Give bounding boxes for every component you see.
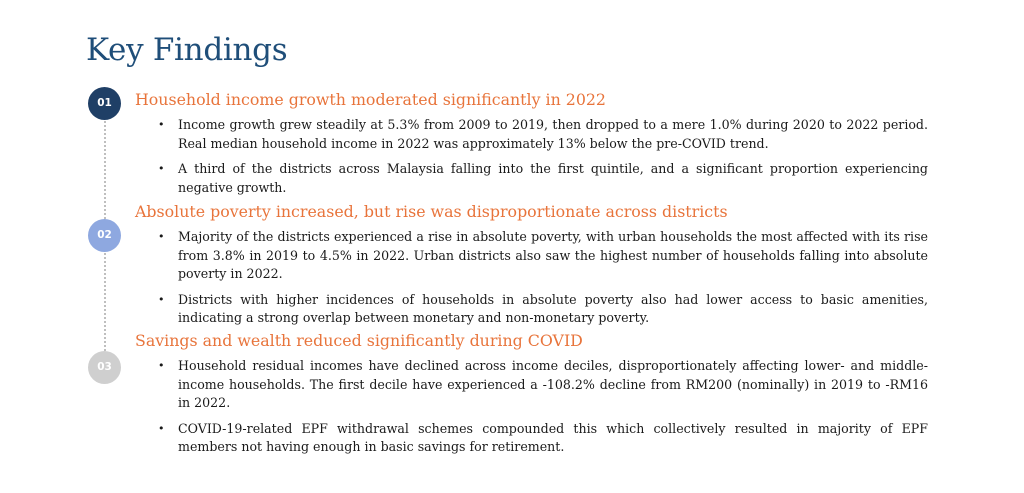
section-heading-03: Savings and wealth reduced significantly during COVID — [135, 331, 583, 350]
bullet-text: A third of the districts across Malaysia falling into the first quintile, and a significant proportion experiencing negative growth. — [178, 161, 928, 195]
list-item — [158, 291, 928, 328]
list-item — [158, 160, 928, 197]
list-item — [158, 116, 928, 153]
section-heading-02: Absolute poverty increased, but rise was disproportionate across districts — [135, 202, 728, 221]
list-item — [158, 420, 928, 457]
bullet-text: Income growth grew steadily at 5.3% from 2009 to 2019, then dropped to a mere 1.0% during 2020 to 2022 period. Real median household income in 2022 was approximately 13% below the pre-COVID trend. — [178, 117, 928, 151]
bullet-text: COVID-19-related EPF withdrawal schemes compounded this which collectively resulted in majority of EPF members not having enough in basic savings for retirement. — [178, 420, 928, 454]
step-badge-01: 01 — [88, 87, 121, 120]
page-title: Key Findings — [86, 32, 288, 68]
list-item — [158, 228, 928, 284]
bullet-dot-icon: • — [158, 118, 165, 131]
bullet-list-02 — [158, 228, 928, 335]
bullet-list-03 — [158, 357, 928, 464]
step-badge-03: 03 — [88, 351, 121, 384]
bullet-text: Household residual incomes have declined across income deciles, disproportionately affecting lower- and middle-income households. The first decile have experienced a -108.2% decline from RM200 (nominally) in 2019 to -RM16 in 2022. — [178, 358, 928, 410]
list-item — [158, 357, 928, 413]
bullet-list-01 — [158, 116, 928, 204]
bullet-dot-icon: • — [158, 359, 165, 372]
bullet-dot-icon: • — [158, 230, 165, 243]
bullet-text: Majority of the districts experienced a rise in absolute poverty, with urban households the most affected with its rise from 3.8% in 2019 to 4.5% in 2022. Urban districts also saw the highest number of households falling into absolute poverty in 2022. — [178, 229, 928, 281]
step-badge-02: 02 — [88, 219, 121, 252]
bullet-dot-icon: • — [158, 421, 165, 435]
bullet-dot-icon: • — [158, 162, 165, 175]
bullet-dot-icon: • — [158, 292, 165, 306]
bullet-text: Districts with higher incidences of households in absolute poverty also had lower access to basic amenities, indicating a strong overlap between monetary and non-monetary poverty. — [178, 291, 928, 325]
section-heading-01: Household income growth moderated significantly in 2022 — [135, 90, 606, 109]
